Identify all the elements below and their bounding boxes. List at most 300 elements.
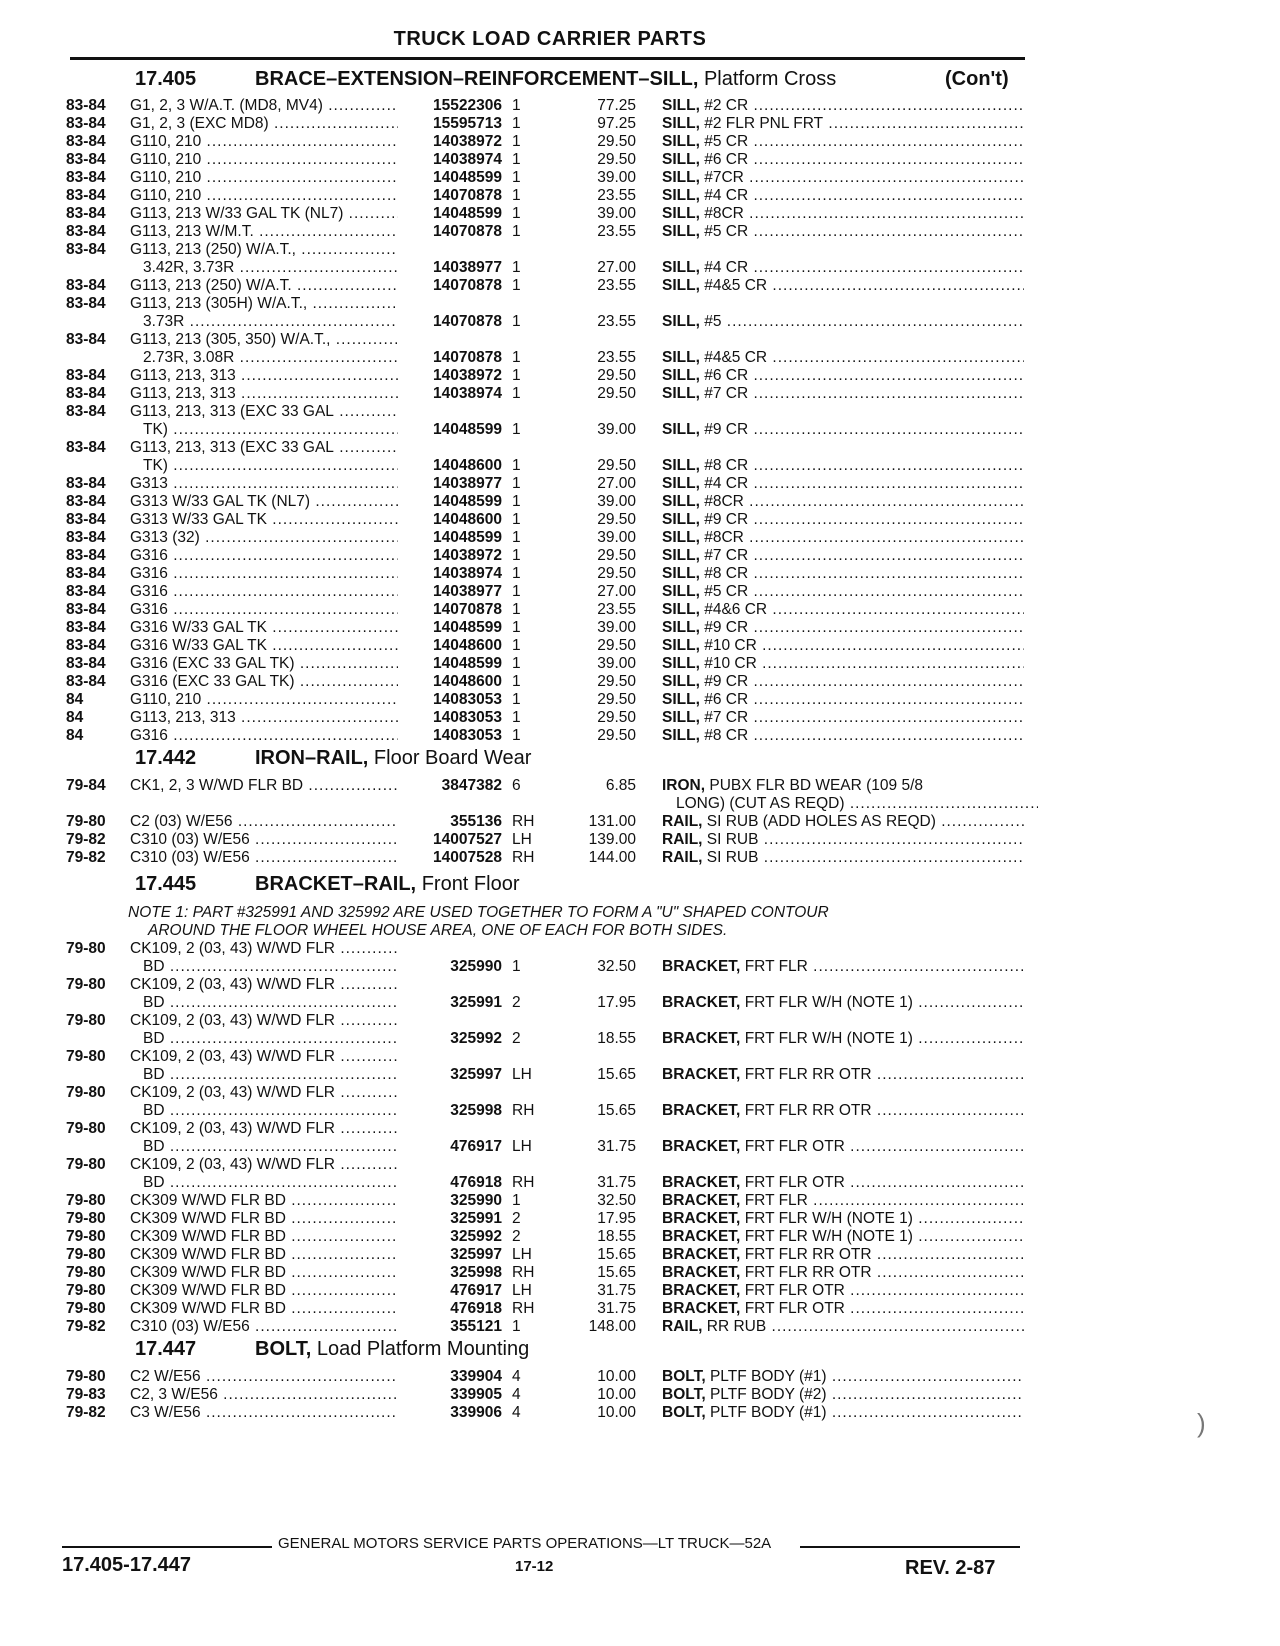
section-heading [135, 747, 531, 770]
part-name-spec: FRT FLR RR OTR [744, 1102, 872, 1119]
part-number: 14038974 [433, 565, 502, 582]
application-description: G313 ..... [130, 475, 398, 493]
model-year: 83-84 [66, 511, 106, 528]
page-title: TRUCK LOAD CARRIER PARTS [393, 28, 707, 50]
application-description: C2, 3 W/E56 ..... [130, 1386, 398, 1404]
part-name-spec: PLTF BODY (#1) [709, 1368, 827, 1385]
application-description: CK109, 2 (03, 43) W/WD FLR ..... [130, 1156, 398, 1174]
part-name-spec: #6 CR [704, 151, 749, 168]
part-name-noun: SILL, [662, 493, 700, 510]
part-number: 325997 [450, 1246, 502, 1263]
price: 23.55 [597, 223, 636, 240]
application-description: CK309 W/WD FLR BD ..... [130, 1210, 398, 1228]
part-name [662, 1318, 1024, 1336]
quantity: 1 [512, 277, 521, 294]
section-description: Front Floor [421, 873, 520, 895]
quantity: RH [512, 1300, 535, 1317]
continued-label: (Con't) [945, 68, 1009, 90]
part-number: 325992 [450, 1228, 502, 1245]
quantity: 1 [512, 133, 521, 150]
part-name-noun: SILL, [662, 169, 700, 186]
footer-rule-right [800, 1546, 1020, 1548]
quantity: 1 [512, 385, 521, 402]
model-year: 79-80 [66, 1300, 106, 1317]
model-year: 83-84 [66, 547, 106, 564]
part-name [662, 1404, 1024, 1422]
part-name-spec: #2 FLR PNL FRT [704, 115, 824, 132]
quantity: 1 [512, 529, 521, 546]
part-name [662, 259, 1024, 277]
price: 39.00 [597, 619, 636, 636]
model-year: 83-84 [66, 205, 106, 222]
part-name [662, 529, 1024, 547]
application-description: G1, 2, 3 (EXC MD8) ..... [130, 115, 398, 133]
part-name [662, 1174, 1024, 1192]
part-name [662, 205, 1024, 223]
part-name-noun: BRACKET, [662, 1246, 741, 1263]
quantity: RH [512, 1102, 535, 1119]
part-name [662, 691, 1024, 709]
part-number: 14048599 [433, 619, 502, 636]
price: 29.50 [597, 367, 636, 384]
model-year: 79-80 [66, 1368, 106, 1385]
part-name-spec: #9 CR [704, 673, 749, 690]
application-description: G316 ..... [130, 565, 398, 583]
application-description: C2 (03) W/E56 ..... [130, 813, 398, 831]
part-name [662, 1030, 1024, 1048]
application-description: G316 ..... [130, 547, 398, 565]
application-description: G110, 210 ..... [130, 691, 398, 709]
section-number: 17.442 [135, 747, 197, 769]
model-year: 79-83 [66, 1386, 106, 1403]
quantity: 1 [512, 475, 521, 492]
application-description: CK109, 2 (03, 43) W/WD FLR ..... [130, 1012, 398, 1030]
model-year: 79-80 [66, 1282, 106, 1299]
application-description: G316 W/33 GAL TK ..... [130, 637, 398, 655]
part-number: 14048600 [433, 637, 502, 654]
price: 29.50 [597, 511, 636, 528]
price: 10.00 [597, 1368, 636, 1385]
part-number: 14070878 [433, 601, 502, 618]
part-name-spec: FRT FLR W/H (NOTE 1) [744, 1228, 913, 1245]
price: 27.00 [597, 259, 636, 276]
quantity: 1 [512, 958, 521, 975]
part-name [662, 849, 1024, 867]
model-year: 79-80 [66, 1246, 106, 1263]
part-name-spec: #9 CR [704, 619, 749, 636]
part-name-noun: IRON, [662, 777, 706, 794]
part-number: 14007527 [433, 831, 502, 848]
quantity: 1 [512, 169, 521, 186]
quantity: 2 [512, 1228, 521, 1245]
model-year: 79-80 [66, 1156, 106, 1173]
quantity: 1 [512, 223, 521, 240]
application-description-continued: BD ..... [143, 958, 398, 976]
part-name [662, 1300, 1024, 1318]
part-name-noun: SILL, [662, 583, 700, 600]
part-name-noun: BRACKET, [662, 958, 741, 975]
part-name-noun: SILL, [662, 151, 700, 168]
part-name-noun: RAIL, [662, 1318, 703, 1335]
part-name-noun: SILL, [662, 385, 700, 402]
application-description: C3 W/E56 ..... [130, 1404, 398, 1422]
part-name-noun: BOLT, [662, 1386, 706, 1403]
section-title: BRACE–EXTENSION–REINFORCEMENT–SILL, [255, 68, 699, 90]
part-name [662, 1066, 1024, 1084]
part-name-spec: FRT FLR [744, 958, 808, 975]
model-year: 79-82 [66, 1404, 106, 1421]
application-description: G316 ..... [130, 727, 398, 745]
part-number: 325998 [450, 1102, 502, 1119]
quantity: 1 [512, 187, 521, 204]
price: 39.00 [597, 529, 636, 546]
part-name-noun: RAIL, [662, 831, 703, 848]
quantity: 4 [512, 1368, 521, 1385]
part-number: 14070878 [433, 187, 502, 204]
part-name [662, 511, 1024, 529]
quantity: 1 [512, 691, 521, 708]
quantity: 1 [512, 619, 521, 636]
part-name-spec: SI RUB [706, 849, 759, 866]
part-name [662, 565, 1024, 583]
application-description: G113, 213, 313 ..... [130, 709, 398, 727]
model-year: 79-82 [66, 849, 106, 866]
quantity: 1 [512, 565, 521, 582]
part-name [662, 994, 1024, 1012]
quantity: 2 [512, 994, 521, 1011]
price: 10.00 [597, 1404, 636, 1421]
model-year: 83-84 [66, 223, 106, 240]
part-name-spec: #10 CR [704, 655, 757, 672]
price: 29.50 [597, 691, 636, 708]
price: 29.50 [597, 637, 636, 654]
quantity: RH [512, 1264, 535, 1281]
quantity: 1 [512, 367, 521, 384]
price: 15.65 [597, 1246, 636, 1263]
price: 29.50 [597, 547, 636, 564]
application-description: CK309 W/WD FLR BD ..... [130, 1246, 398, 1264]
quantity: RH [512, 1174, 535, 1191]
part-name-spec: FRT FLR RR OTR [744, 1264, 872, 1281]
part-name [662, 637, 1024, 655]
application-description: G316 (EXC 33 GAL TK) ..... [130, 655, 398, 673]
price: 131.00 [588, 813, 636, 830]
part-number: 14083053 [433, 727, 502, 744]
application-description: G113, 213, 313 (EXC 33 GAL ..... [130, 403, 398, 421]
application-description: G113, 213, 313 (EXC 33 GAL ..... [130, 439, 398, 457]
section-title: BRACKET–RAIL, [255, 873, 417, 895]
section-description: Load Platform Mounting [316, 1338, 530, 1360]
part-number: 355121 [450, 1318, 502, 1335]
part-name-spec: #8 CR [704, 727, 749, 744]
part-number: 14007528 [433, 849, 502, 866]
quantity: 4 [512, 1404, 521, 1421]
part-name [662, 475, 1024, 493]
model-year: 79-80 [66, 1084, 106, 1101]
part-name-spec: #8CR [704, 493, 744, 510]
quantity: 1 [512, 709, 521, 726]
part-number: 15522306 [433, 97, 502, 114]
price: 39.00 [597, 169, 636, 186]
price: 29.50 [597, 727, 636, 744]
part-name [662, 493, 1024, 511]
quantity: 1 [512, 205, 521, 222]
part-number: 14048600 [433, 511, 502, 528]
quantity: 1 [512, 97, 521, 114]
price: 15.65 [597, 1066, 636, 1083]
quantity: LH [512, 1282, 532, 1299]
part-name-noun: SILL, [662, 187, 700, 204]
model-year: 79-80 [66, 976, 106, 993]
price: 29.50 [597, 673, 636, 690]
price: 17.95 [597, 994, 636, 1011]
application-description-continued: BD ..... [143, 994, 398, 1012]
part-name-spec: FRT FLR OTR [744, 1138, 845, 1155]
part-name-spec-continued: LONG) (CUT AS REQD) ..... [676, 795, 1038, 813]
part-name-noun: SILL, [662, 133, 700, 150]
part-name-noun: RAIL, [662, 849, 703, 866]
application-description-continued: BD ..... [143, 1138, 398, 1156]
price: 23.55 [597, 313, 636, 330]
part-name-noun: BRACKET, [662, 1192, 741, 1209]
part-name [662, 277, 1024, 295]
part-name-noun: BRACKET, [662, 1174, 741, 1191]
part-number: 14048599 [433, 655, 502, 672]
quantity: 1 [512, 655, 521, 672]
application-description: CK109, 2 (03, 43) W/WD FLR ..... [130, 1084, 398, 1102]
part-number: 339904 [450, 1368, 502, 1385]
application-description: C310 (03) W/E56 ..... [130, 831, 398, 849]
part-name-spec: RR RUB [706, 1318, 767, 1335]
part-name [662, 1246, 1024, 1264]
application-description: CK109, 2 (03, 43) W/WD FLR ..... [130, 976, 398, 994]
application-description-continued: 3.73R ..... [143, 313, 398, 331]
application-description: CK309 W/WD FLR BD ..... [130, 1228, 398, 1246]
part-name [662, 313, 1024, 331]
model-year: 83-84 [66, 583, 106, 600]
price: 23.55 [597, 349, 636, 366]
title-rule [70, 57, 1025, 60]
part-number: 325992 [450, 1030, 502, 1047]
price: 29.50 [597, 133, 636, 150]
part-name [662, 187, 1024, 205]
part-name-spec: FRT FLR [744, 1192, 808, 1209]
price: 97.25 [597, 115, 636, 132]
quantity: 1 [512, 637, 521, 654]
model-year: 83-84 [66, 475, 106, 492]
part-number: 14048599 [433, 529, 502, 546]
quantity: 2 [512, 1210, 521, 1227]
part-name-spec: #5 CR [704, 223, 749, 240]
price: 29.50 [597, 151, 636, 168]
price: 29.50 [597, 565, 636, 582]
part-name-noun: BRACKET, [662, 1300, 741, 1317]
part-name-noun: BOLT, [662, 1404, 706, 1421]
price: 39.00 [597, 493, 636, 510]
part-number: 14083053 [433, 709, 502, 726]
application-description: G113, 213 (250) W/A.T. ..... [130, 277, 398, 295]
footer-rule-left [62, 1546, 272, 1548]
model-year: 79-80 [66, 1120, 106, 1137]
part-name-noun: BRACKET, [662, 1066, 741, 1083]
quantity: 1 [512, 673, 521, 690]
model-year: 83-84 [66, 187, 106, 204]
part-name [662, 673, 1024, 691]
model-year: 79-80 [66, 813, 106, 830]
price: 39.00 [597, 655, 636, 672]
part-name-spec: #9 CR [704, 421, 749, 438]
section-number: 17.447 [135, 1338, 197, 1360]
application-description: G313 W/33 GAL TK (NL7) ..... [130, 493, 398, 511]
model-year: 83-84 [66, 403, 106, 420]
part-name-noun: SILL, [662, 655, 700, 672]
part-name-noun: RAIL, [662, 813, 703, 830]
part-name [662, 1228, 1024, 1246]
application-description: CK309 W/WD FLR BD ..... [130, 1300, 398, 1318]
model-year: 83-84 [66, 151, 106, 168]
model-year: 83-84 [66, 565, 106, 582]
model-year: 79-84 [66, 777, 106, 794]
model-year: 83-84 [66, 331, 106, 348]
price: 144.00 [588, 849, 636, 866]
part-name-spec: #4 CR [704, 475, 749, 492]
model-year: 83-84 [66, 619, 106, 636]
quantity: 1 [512, 1318, 521, 1335]
part-name-spec: #6 CR [704, 691, 749, 708]
scan-artifact-mark: ) [1197, 1408, 1206, 1438]
part-number: 14038972 [433, 133, 502, 150]
application-description: CK1, 2, 3 W/WD FLR BD ..... [130, 777, 398, 795]
price: 6.85 [605, 777, 636, 794]
part-name [662, 1192, 1024, 1210]
quantity: 1 [512, 511, 521, 528]
part-name-noun: BRACKET, [662, 1102, 741, 1119]
part-name [662, 133, 1024, 151]
part-name-noun: SILL, [662, 97, 700, 114]
part-name-noun: BRACKET, [662, 1210, 741, 1227]
part-number: 476918 [450, 1300, 502, 1317]
application-description: C310 (03) W/E56 ..... [130, 1318, 398, 1336]
application-description: G1, 2, 3 W/A.T. (MD8, MV4) ..... [130, 97, 398, 115]
part-name-spec: FRT FLR OTR [744, 1300, 845, 1317]
price: 23.55 [597, 187, 636, 204]
quantity: 1 [512, 727, 521, 744]
price: 39.00 [597, 421, 636, 438]
part-number: 14038972 [433, 367, 502, 384]
quantity: 1 [512, 547, 521, 564]
part-name-noun: SILL, [662, 223, 700, 240]
part-name-noun: BRACKET, [662, 1282, 741, 1299]
part-name [662, 1102, 1024, 1120]
model-year: 84 [66, 709, 84, 726]
price: 23.55 [597, 601, 636, 618]
footer-publisher: GENERAL MOTORS SERVICE PARTS OPERATIONS—LT TRUCK—52A [278, 1535, 772, 1552]
price: 23.55 [597, 277, 636, 294]
application-description: G113, 213 (250) W/A.T., ..... [130, 241, 398, 259]
part-name-noun: BRACKET, [662, 1228, 741, 1245]
part-name-noun: SILL, [662, 547, 700, 564]
part-name-spec: FRT FLR W/H (NOTE 1) [744, 994, 913, 1011]
part-number: 14038977 [433, 475, 502, 492]
part-name-spec: FRT FLR OTR [744, 1174, 845, 1191]
part-name-noun: BRACKET, [662, 1030, 741, 1047]
part-number: 325997 [450, 1066, 502, 1083]
part-name [662, 831, 1024, 849]
part-number: 15595713 [433, 115, 502, 132]
part-number: 14048600 [433, 457, 502, 474]
part-number: 325991 [450, 994, 502, 1011]
quantity: LH [512, 1246, 532, 1263]
model-year: 83-84 [66, 169, 106, 186]
model-year: 83-84 [66, 673, 106, 690]
part-number: 325990 [450, 958, 502, 975]
application-description: G110, 210 ..... [130, 187, 398, 205]
part-name [662, 1282, 1024, 1300]
quantity: 1 [512, 151, 521, 168]
part-name-spec: #7 CR [704, 547, 749, 564]
quantity: LH [512, 1066, 532, 1083]
part-number: 325998 [450, 1264, 502, 1281]
price: 139.00 [588, 831, 636, 848]
part-name-spec: #7CR [704, 169, 744, 186]
part-number: 14070878 [433, 277, 502, 294]
price: 29.50 [597, 385, 636, 402]
part-name [662, 1264, 1024, 1282]
application-description: CK109, 2 (03, 43) W/WD FLR ..... [130, 1048, 398, 1066]
price: 27.00 [597, 583, 636, 600]
model-year: 83-84 [66, 385, 106, 402]
part-number: 476917 [450, 1282, 502, 1299]
note-line: NOTE 1: PART #325991 AND 325992 ARE USED TOGETHER TO FORM A "U" SHAPED CONTOUR [128, 904, 829, 921]
part-name [662, 151, 1024, 169]
price: 39.00 [597, 205, 636, 222]
quantity: LH [512, 1138, 532, 1155]
application-description: G110, 210 ..... [130, 151, 398, 169]
part-number: 14070878 [433, 313, 502, 330]
application-description-continued: BD ..... [143, 1174, 398, 1192]
part-name-noun: SILL, [662, 673, 700, 690]
application-description: C2 W/E56 ..... [130, 1368, 398, 1386]
part-name-spec: #2 CR [704, 97, 749, 114]
model-year: 79-80 [66, 1012, 106, 1029]
part-name [662, 583, 1024, 601]
part-name-noun: SILL, [662, 457, 700, 474]
part-name-spec: PUBX FLR BD WEAR (109 5/8 [709, 777, 923, 794]
quantity: 6 [512, 777, 521, 794]
application-description: G113, 213 W/M.T. ..... [130, 223, 398, 241]
section-heading [135, 1338, 529, 1361]
part-name [662, 1368, 1024, 1386]
model-year: 83-84 [66, 637, 106, 654]
part-name-spec: #8 CR [704, 565, 749, 582]
part-number: 14070878 [433, 223, 502, 240]
part-name-noun: SILL, [662, 115, 700, 132]
price: 29.50 [597, 709, 636, 726]
model-year: 83-84 [66, 115, 106, 132]
quantity: 1 [512, 1192, 521, 1209]
price: 77.25 [597, 97, 636, 114]
part-number: 14048599 [433, 205, 502, 222]
part-name-noun: SILL, [662, 259, 700, 276]
price: 32.50 [597, 1192, 636, 1209]
part-name-spec: #5 [704, 313, 722, 330]
application-description: G113, 213, 313 ..... [130, 385, 398, 403]
model-year: 79-80 [66, 1048, 106, 1065]
part-name [662, 349, 1024, 367]
application-description: CK109, 2 (03, 43) W/WD FLR ..... [130, 940, 398, 958]
part-name-noun: SILL, [662, 565, 700, 582]
part-number: 476917 [450, 1138, 502, 1155]
